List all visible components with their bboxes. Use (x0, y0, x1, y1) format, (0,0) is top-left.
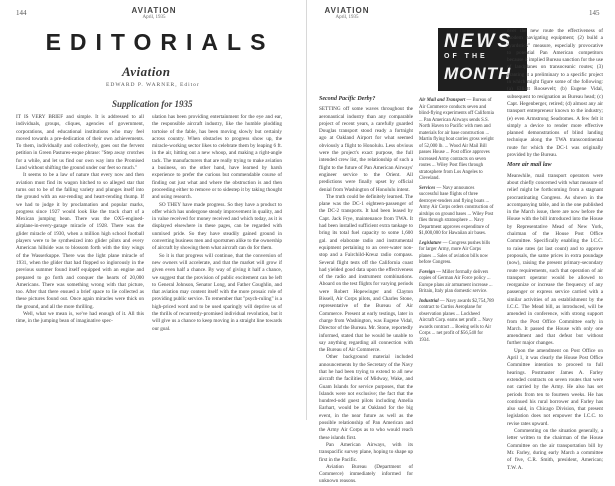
digest-item: Foreign — Miller formally delivers copies of German Air Force policy ... Europe plans air armament increase ... Britain, Italy plan domestic service. (419, 269, 493, 294)
article-title: Supplication for 1935 (112, 99, 193, 109)
page-number: 144 (16, 9, 27, 17)
digest-title: Foreign (419, 269, 435, 275)
digest-body: Miller formally delivers copies of German Air Force policy ... Europe plans air armament increase ... Britain, Italy plan domestic service. (419, 269, 493, 294)
paragraph: SO THEY have made progress. So they have a product to offer which has undergone steady improvement in quality, and in value received for money received and which today, as it is displayed elsewhere in these pages, can be regarded with unmixed pride. So they have steadily gained ground in converting business men and sportsmen alike to the ownership of aircraft by showing them what aircraft can do for them. (152, 201, 282, 252)
right-page (306, 0, 615, 485)
digest-item: Industrial — Navy awards $2,754,789 contract to Curtiss Aeroplane for observation planes ... Lockheed Aircraft Corp. earns net profit ... Navy awards contract ... Boeing sells to Air Corps ... net profit of $56,540 for 1934. (419, 298, 494, 343)
paragraph: Other background material included announcements by the Secretary of the Navy that he had been trying to extend to all new aircraft the facilities of Midway, Wake, and Guam Islands for service purposes, that the Islands were not exclusive; the fact that the hundred-odd guest pilots including Amelia Earhart, would be at Oakland for the big event, in the near future as well as the possible relationship of Pan American and the Army Air Corps as to who would reach these islands first. (319, 354, 413, 441)
paragraph: Commenting on the situation generally, a letter written to the chairman of the House Committee on the air transportation bill by Mr. Farley, during early March a committee of five, C.R. Smith, president, American; T.W. A. (507, 428, 603, 471)
paragraph: ulation has been providing entertainment for the eye and ear, the responsible aircraft industry, like the humble plodding tortoise of the fable, has been moving slowly but certainly across country. When obstacles to progress show up, the miracle-working sector likes to celebrate them by leaping 6 ft. in the air, hitting out a new whoop, and making a right-angle tack. The manufacturers that are really trying to make aviation a business, on the other hand, have learned by harsh experience to prefer the curious but commendable course of finding out just what and where the obstruction is and then proceeding either to remove or to sidestep it by taking thought and using research. (152, 114, 282, 201)
masthead-title: AVIATION (131, 6, 177, 15)
paragraph: over the new route the effectiveness of modern navigating equipment; (2) build a "yardstick" measure, especially provocative to potential Pan American competitors because it implied Bureau sanction for the use of landplanes on transoceanic routes; (3) granting it a preliminary to a specific project in which might figure some of the following: (a) Elliott Roosevelt; (b) Eugene Vidal, subsequent to resignation as Bureau head; (c) Capt. Hegenberger, retired; (d) almost any air transport entrepreneur known to the industry; (e) even Armstrong Seadromes. A few felt it simply a device to render more effective planned demonstrations of blind landing technique along the TWA transcontinental route for which the DC-1 was originally provided by the Bureau. (507, 28, 603, 159)
digest-body: Bureau of Air Commerce conducts seven and blind-flying experiments off California ... Pan American Airways sends S.S. North Haven to Pacific with men and materials for air base construction ... Martin flying boat carries gross weight of 52,000 lb. ... Wood Air Mail Bill passes House ... Post office approves increased Army contracts on seven routes ... Wiley Post flies through stratosphere from Los Angeles to Cleveland. (419, 98, 494, 181)
masthead-date: April, 1935 (142, 15, 166, 20)
banner-line: MONTH (444, 64, 512, 83)
left-page (0, 0, 306, 420)
paragraph: Well, what we mean is, we've had enough of it. All this time, in the jumping bean of imaginative spec- (16, 311, 144, 325)
paragraph: Aviation Bureau (Department of Commerce) immediately informed for unknown reasons. (319, 463, 413, 485)
paragraph: SETTING off some waves throughout the aeronautical industry than any comparable project of recent years, a carefully guarded Douglas transport stood ready a fortnight ago at Oakland Airport for what seemed obviously a flight to Honolulu. Less obvious were the project's exact purpose, the full intended crew list, the relationship of such a flight to the future of Pan American Airways' engineer service to the Orient. All predictions were finally upset by official denial from Washington of Honolulu intent. (319, 106, 413, 193)
digest-title: Industrial (419, 298, 439, 304)
digest-title: Air Mail and Transport (419, 98, 466, 103)
section-heading: EDITORIALS (45, 29, 275, 55)
page-number: 145 (589, 9, 600, 17)
news-digest (419, 98, 494, 416)
paragraph: Pan American Airways, with its transpacific survey plane, hoping to shape up first in the Pacific. (319, 441, 413, 463)
paragraph: Meanwhile, mail transport operators were about chiefly concerned with what measure of relief might be forthcoming from a stagnant procrastinating Congress. As shown in the accompanying table, and in the one published in the March issue, there are now before the House with the bill introduced into the House by Representative Mead of New York, chairman of the House Post Office Committee. Specifically enabling the I.C.C. to raise rates (at last count) and to approve proposals, the same prices in extra poundage (now), raising the present primary-secondary route requirements, such that operation of air transport operator would be allowed to reorganize or increase the frequency of any passenger or express service carried with a similar activities of an establishment by the I.C.C. The Mead bill, as introduced, will be amended in conference, with strong support from the Post Office Committee early in March. It passed the House with only one amendment and that defeat but without further major changes. (507, 172, 603, 347)
digest-body: Navy awards $2,754,789 contract to Curtiss Aeroplane for observation planes ... Lockheed Aircraft Corp. earns net profit ... Navy awards contract ... Boeing sells to Air Corps ... net profit of $56,540 for 1934. (419, 298, 494, 343)
digest-item: Air Mail and Transport — Bureau of Air Commerce conducts seven and blind-flying experiments off California ... Pan American Airways sends S.S. North Haven to Pacific with men and materials for air base construction ... Martin flying boat carries gross weight of 52,000 lb. ... Wood Air Mail Bill passes House ... Post office approves increased Army contracts on seven routes ... Wiley Post flies through stratosphere from Los Angeles to Cleveland. (419, 98, 494, 181)
editorial-column-1 (16, 114, 144, 414)
news-column-3 (507, 28, 603, 471)
paragraph: It seems to be a law of nature that every now and then aviation must find its wagon hitched to so alleged star that turns out to be of the falling variety and plunges itself into the ground with an ear-rending and heart-rending thump. If we had to judge it by proclamation and popular marks, progress since 1927 would look like the track chart of a Mexican jumping bean. There was the OX5-engined-airplane-in-every-garage miracle of 1928. There was the glider miracle of 1930, when a million high school football players were to be synthesized into glider pilots and every American hillside was to blossom forth with the tiny wings of the Wasserkuppe. There was the light plane miracle of 1931, when the glider that had flopped so inglorously in the previous summer found itself equipped with an engine and prepared to go forth and conquer the hearts of 20,000 Americans. There was something wrong with that picture, too. After that there ensued a brief space to lie collected as these pictures found out. Once again miracles were thick on the ground, and all the more thrilling. (16, 172, 144, 310)
digest-body: Navy announces successful base flights of three destroyer-tenders and flying boats ... Army Air Corps orders construction of airships on ground bases ... Wiley Post flies through stratosphere ... Navy Department approves expenditure of $1,000,000 for Hawaiian air bases. (419, 185, 494, 236)
paragraph: IT IS VERY BRIEF and simple. It is addressed to all individuals, groups, cliques, agencies of government, corporations, and educational institutions who may feel moved towards a pre-dedication of their own achievements. To them, individually and collectively, goes out the fervent petition in Green Pastures-esque phrase: "Step away crotches for a while, and let us find our own way into the Promised Land without shifting the ground under our feet so much." (16, 114, 144, 172)
editorial-column-2 (152, 114, 282, 414)
paragraph: So it is that progress will continue, that the conversion of new owners will accelerate, and that the market will grow if given even half a chance. By way of giving it half a chance, we suggest that the provision of public excitement can be left to General Johnson, Senator Long, and Father Coughlin, and that aviation may content itself with the more prosaic role of providing public service. To remember that "psych-ruling" is a high-priced word and to be used sparingly will deprive us of the thrills of recurrently-promised individual revolution, but it will give us a chance to keep moving in a straight line towards our goal. (152, 252, 282, 332)
digest-item: Legislature — Congress pushes bills for larger Army, more Air Corps planes ... Sales of aviation bills now before Congress. (419, 240, 491, 265)
paragraph: The truth could be definitely learned. The plane was the DC-1 eighteen-passenger of the DC-2 transports. It had been leased by Capt. Jack Frye, maintenance from TWA. It had been installed sufficient extra tankage to bring its total fuel capacity to some 1,600 gal. and elaborate radio and instrumental equipment pertaining to an over-water non-stop and a Fairchild-Kreuz radio compass. Several flight tests off the California coast had yielded good data upon the effectiveness of the radio and instrument combinations. Aboard on the test flights for varying periods were Robert Hopewinger and Clayton Bissell, Air Corps pilots, and Charles Stone, representative of the Bureau of Air Commerce. Present at early testings, later in charge from Washington, was Eugene Vidal, Director of the Bureau. Mr. Stone, reportedly informed, stated that he would be unable to say anything regarding all connection with the Bureau of Air Commerce. (319, 193, 413, 354)
digest-title: Legislature (419, 240, 442, 246)
editor-line: EDWARD P. WARNER, Editor (106, 82, 200, 88)
aviation-logo: Aviation (122, 64, 171, 79)
digest-title: Services (419, 185, 436, 191)
banner-line: OF THE (444, 53, 488, 60)
masthead-date: April, 1935 (335, 15, 359, 20)
masthead-title: AVIATION (324, 6, 370, 15)
masthead (317, 6, 377, 20)
article-subhead: Second Pacific Derby? (319, 96, 376, 102)
news-column-1 (319, 96, 413, 485)
banner-line: NEWS (444, 31, 513, 52)
masthead (124, 6, 184, 20)
digest-item: Services — Navy announces successful base flights of three destroyer-tenders and flying boats ... Army Air Corps orders construction of airships on ground bases ... Wiley Post flies through stratosphere ... Navy Department approves expenditure of $1,000,000 for Hawaiian air bases. (419, 185, 494, 236)
paragraph: Upon the amendment on Post Office on April 1, it was clearly the House Post Office Committee intention to proceed to full hearings. Postmaster James A. Farley extended contracts on seven routes that were not carried by the Army. He also has set periods from ten to fourteen weeks. He has continued his rural borrower and Farley has also said, in Chicago Division, that present legislation does not empower the I.C.C. to revise rates upward. (507, 347, 603, 427)
section-subhead: More air mail law (507, 162, 552, 169)
digest-body: Congress pushes bills for larger Army, more Air Corps planes ... Sales of aviation bills now before Congress. (419, 240, 491, 265)
